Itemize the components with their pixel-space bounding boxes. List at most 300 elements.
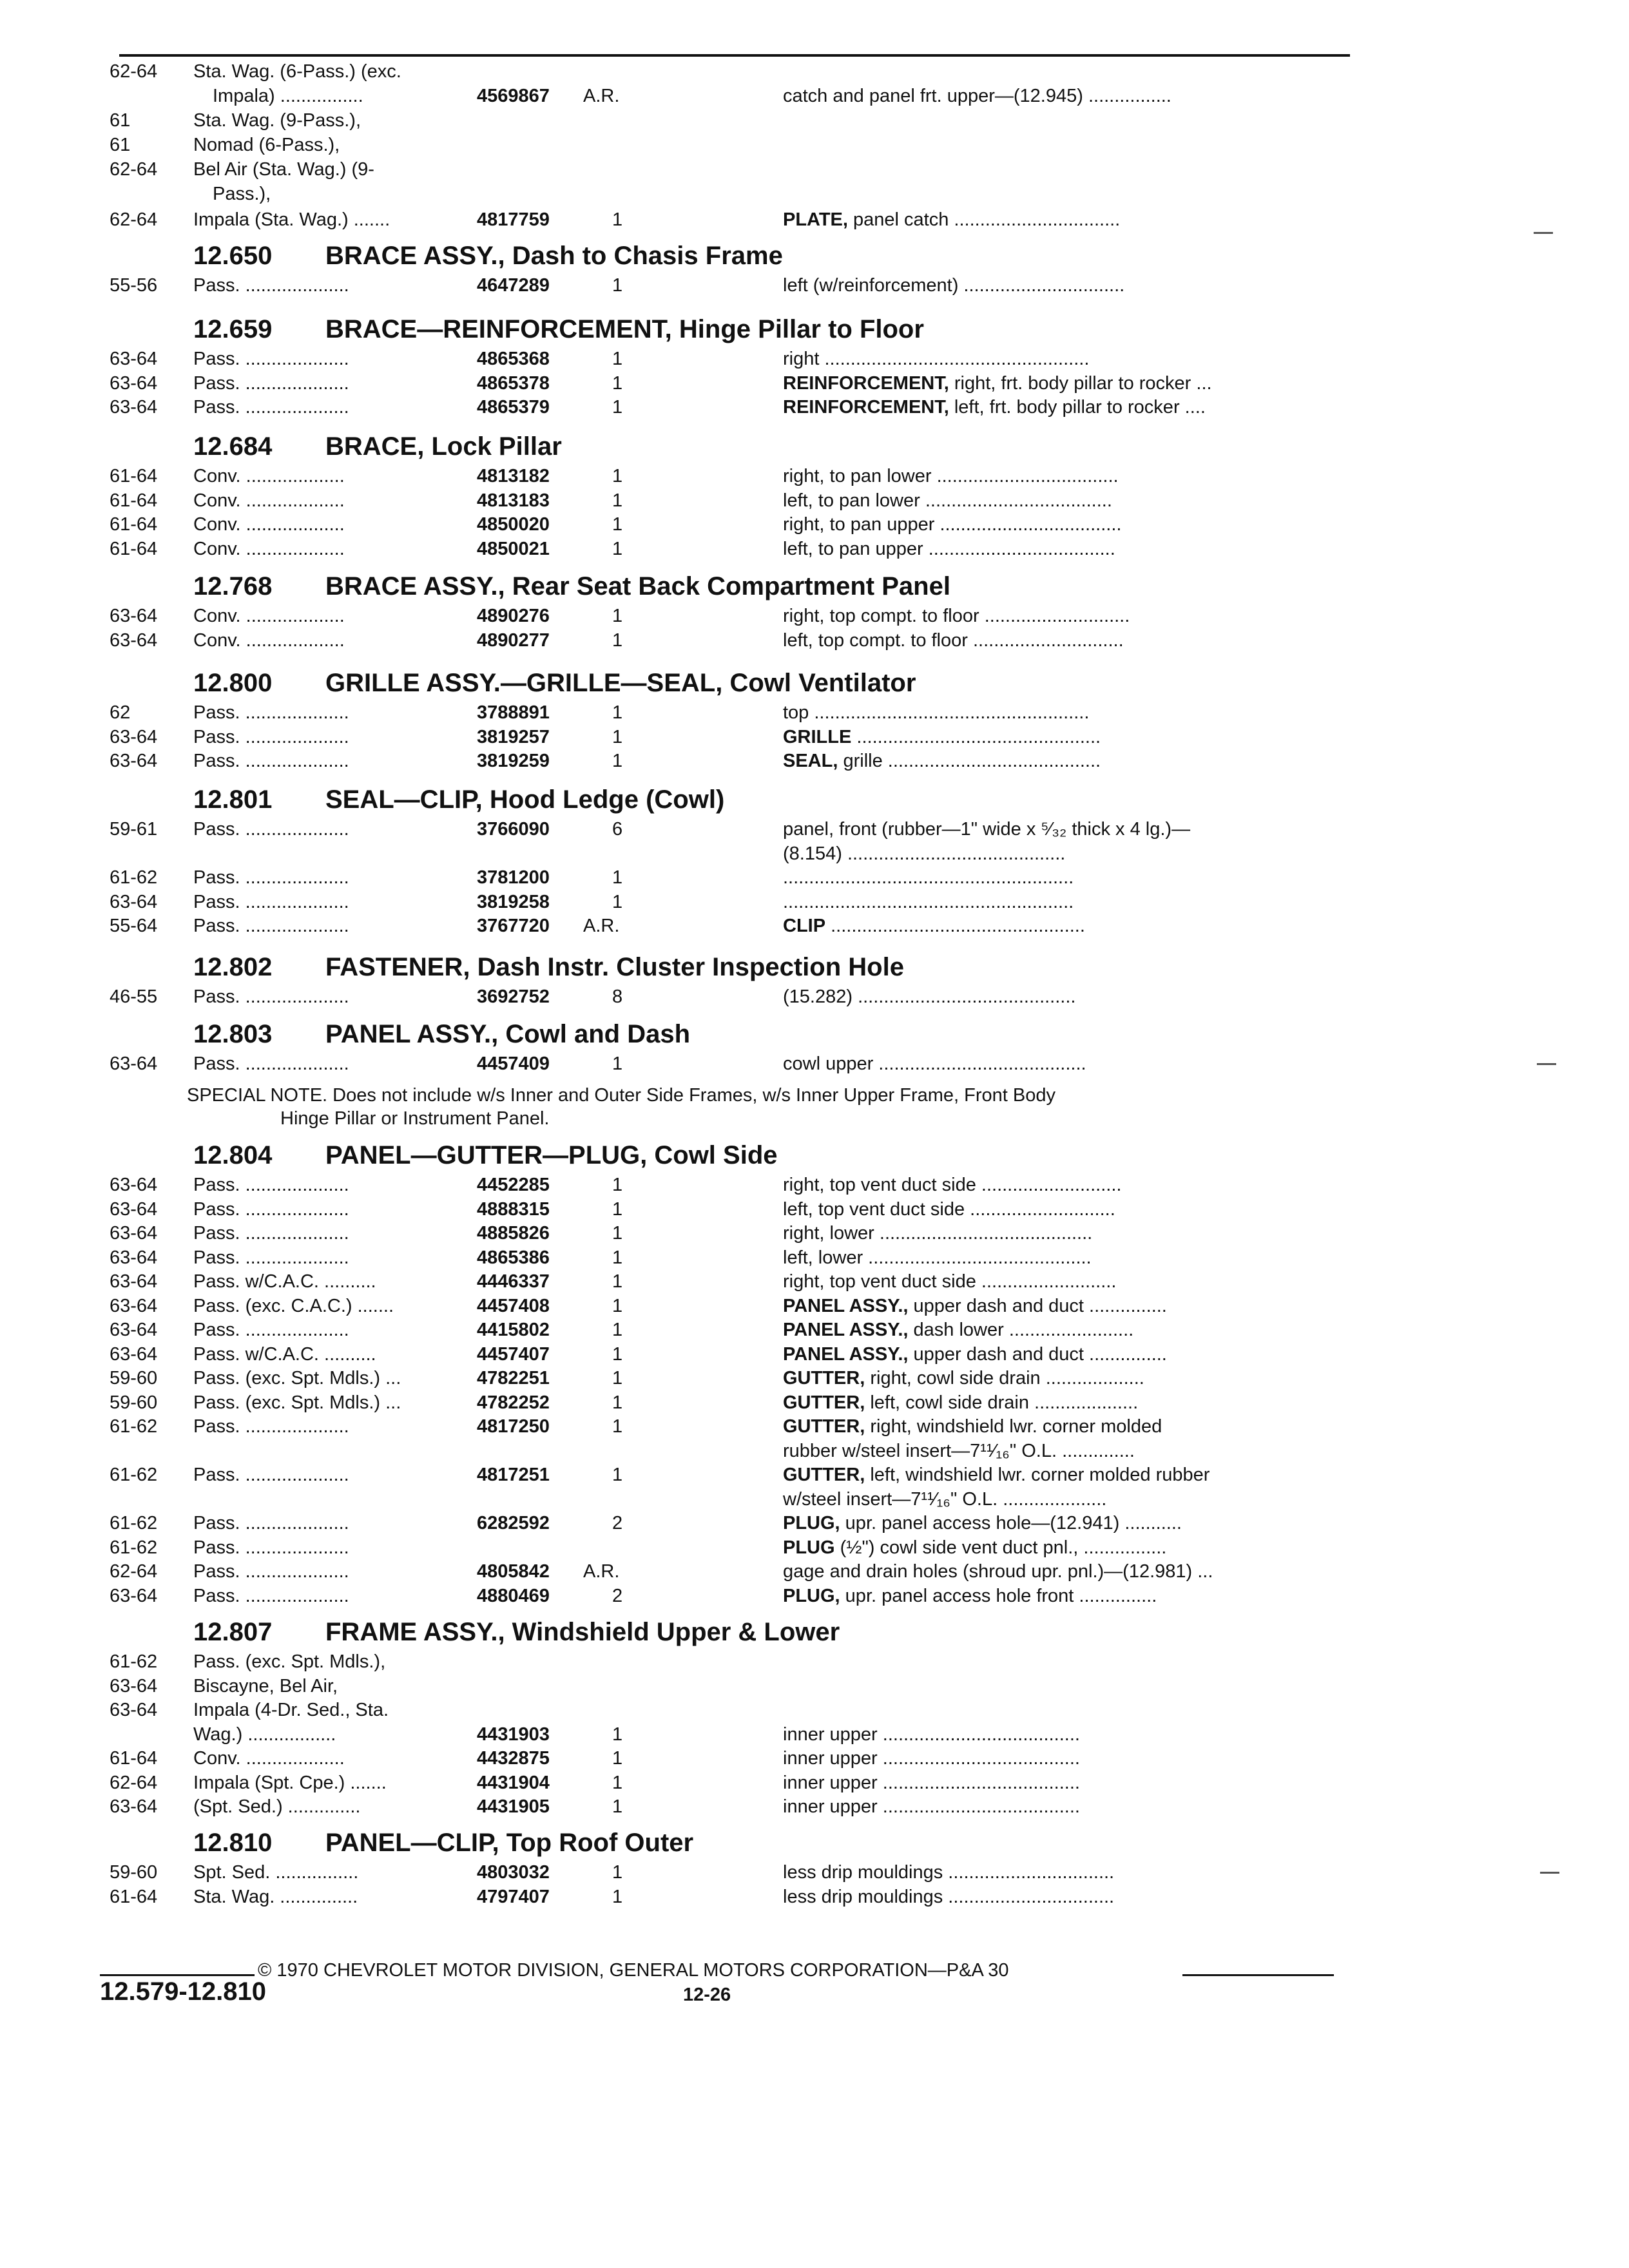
parts-row	[0, 1559, 1629, 1584]
right-desc-text: ........................................................	[783, 891, 1074, 912]
right-desc-text: (15.282) ..........................................	[783, 986, 1076, 1007]
section-header	[0, 240, 1629, 272]
parts-row	[0, 395, 1629, 419]
section-title: SEAL—CLIP, Hood Ledge (Cowl)	[325, 785, 725, 814]
parts-row	[0, 1414, 1629, 1439]
year-range: 61-62	[110, 1651, 158, 1672]
right-desc-text: right, lower .........................................	[783, 1223, 1093, 1244]
right-desc-text: inner upper ......................................	[783, 1772, 1080, 1793]
part-number: 4817250	[477, 1416, 550, 1437]
vehicle-desc: Pass. ....................	[193, 916, 349, 936]
vehicle-desc: Conv. ...................	[193, 514, 345, 535]
quantity: 1	[612, 751, 623, 771]
quantity: 1	[612, 1796, 623, 1817]
quantity: 1	[612, 1247, 623, 1268]
year-range: 59-60	[110, 1368, 158, 1389]
right-desc	[783, 1794, 1350, 1819]
parts-row	[0, 1269, 1629, 1294]
part-number: 4880469	[477, 1585, 550, 1606]
vehicle-desc: Pass. ....................	[193, 1198, 349, 1220]
right-desc-keyword: SEAL,	[783, 751, 838, 771]
right-desc-keyword: GUTTER,	[783, 1392, 865, 1413]
right-desc	[783, 725, 1350, 749]
right-desc-text: right, cowl side drain ...................	[865, 1368, 1144, 1389]
footer-copyright: © 1970 CHEVROLET MOTOR DIVISION, GENERAL MOTORS CORPORATION—P&A 30	[258, 1960, 1009, 1981]
right-desc-text: top .....................................................	[783, 702, 1090, 723]
part-number: 3788891	[477, 702, 550, 723]
vehicle-desc: Impala (Sta. Wag.) .......	[193, 209, 390, 230]
year-range: 63-64	[110, 1223, 158, 1244]
part-number: 4888315	[477, 1198, 550, 1220]
right-desc	[783, 890, 1350, 914]
parts-row	[0, 1535, 1629, 1560]
part-number: 4850021	[477, 538, 550, 559]
vehicle-desc: Sta. Wag. ...............	[193, 1886, 358, 1907]
part-number: 4431904	[477, 1772, 550, 1793]
year-range: 62-64	[110, 1561, 158, 1582]
right-desc	[783, 1722, 1350, 1747]
parts-row	[0, 1439, 1629, 1463]
vehicle-desc: Impala) ................	[213, 86, 363, 106]
right-desc-keyword: PLUG,	[783, 1585, 840, 1606]
right-desc-text: upper dash and duct ...............	[908, 1295, 1167, 1316]
special-note-line-1: SPECIAL NOTE. Does not include w/s Inner and Outer Side Frames, w/s Inner Upper Frame, Front Body	[187, 1085, 1055, 1106]
section-header	[0, 430, 1629, 463]
right-desc-text: right, to pan upper ...................................	[783, 514, 1122, 535]
quantity: 1	[612, 397, 623, 418]
part-number: 3819258	[477, 891, 550, 912]
quantity: 1	[612, 1053, 623, 1074]
vehicle-desc: Pass. ....................	[193, 986, 349, 1007]
right-desc	[783, 1052, 1350, 1076]
right-desc-text: upr. panel access hole front ...............	[840, 1585, 1157, 1606]
parts-row	[0, 1318, 1629, 1342]
parts-row	[0, 841, 1629, 866]
parts-row	[0, 1885, 1629, 1909]
quantity: 2	[612, 1513, 623, 1533]
year-range: 63-64	[110, 1175, 158, 1195]
parts-row	[0, 1463, 1629, 1487]
section-number: 12.801	[193, 785, 273, 814]
cont-row-7	[0, 207, 1629, 232]
right-desc-text: dash lower ........................	[908, 1320, 1134, 1340]
year-range: 61	[110, 135, 131, 155]
top-rule	[119, 54, 1350, 57]
part-number: 4805842	[477, 1561, 550, 1582]
year-range: 63-64	[110, 1295, 158, 1316]
quantity: 1	[612, 1392, 623, 1413]
part-number: 4865379	[477, 397, 550, 418]
part-number: 3766090	[477, 819, 550, 840]
quantity: 1	[612, 1862, 623, 1883]
part-number: 3767720	[477, 916, 550, 936]
quantity: 1	[612, 1724, 623, 1745]
year-range: 63-64	[110, 1247, 158, 1268]
year-range: 59-60	[110, 1392, 158, 1413]
year-range: 61-62	[110, 867, 158, 888]
quantity: 8	[612, 986, 623, 1007]
right-desc	[783, 1390, 1350, 1415]
year-range: 61-62	[110, 1513, 158, 1533]
right-desc	[783, 488, 1350, 513]
right-desc-text: left, top compt. to floor .............................	[783, 629, 1124, 651]
right-desc	[783, 1487, 1350, 1512]
vehicle-desc: Conv. ...................	[193, 490, 345, 511]
right-desc-text: right, to pan lower ...................................	[783, 466, 1119, 486]
right-desc-text: left, to pan lower ....................................	[783, 490, 1112, 511]
quantity: 1	[612, 1295, 623, 1316]
parts-row	[0, 1245, 1629, 1270]
right-desc-text: panel, front (rubber—1" wide x ⁵⁄₃₂ thick x 4 lg.)—	[783, 819, 1191, 840]
part-number: 4890276	[477, 606, 550, 626]
right-desc	[783, 1221, 1350, 1245]
right-desc	[783, 347, 1350, 371]
parts-row	[0, 1197, 1629, 1222]
quantity: 1	[612, 1368, 623, 1389]
parts-row	[0, 1746, 1629, 1771]
parts-row	[0, 817, 1629, 841]
vehicle-desc: Pass. ....................	[193, 867, 349, 888]
vehicle-desc: Pass. ....................	[193, 349, 349, 369]
right-desc-keyword: REINFORCEMENT,	[783, 397, 949, 418]
parts-row	[0, 1511, 1629, 1535]
year-range: 63-64	[110, 629, 158, 651]
right-desc	[783, 512, 1350, 537]
vehicle-desc: Spt. Sed. ................	[193, 1862, 359, 1883]
right-desc-text: .................................................	[825, 916, 1085, 936]
year-range: 63-64	[110, 1675, 158, 1696]
right-desc-text: right ...................................................	[783, 349, 1090, 369]
parts-row	[0, 914, 1629, 938]
vehicle-desc: Conv. ...................	[193, 629, 345, 651]
vehicle-desc: Pass. ....................	[193, 1416, 349, 1437]
section-title: GRILLE ASSY.—GRILLE—SEAL, Cowl Ventilator	[325, 669, 916, 697]
quantity: 1	[612, 1465, 623, 1485]
year-range: 61-64	[110, 1886, 158, 1907]
parts-row	[0, 890, 1629, 914]
right-desc-keyword: GUTTER,	[783, 1416, 865, 1437]
year-range: 55-64	[110, 916, 158, 936]
right-desc	[783, 700, 1350, 725]
part-number: 4457407	[477, 1343, 550, 1365]
right-desc-text: less drip mouldings ................................	[783, 1886, 1115, 1907]
year-range: 63-64	[110, 1271, 158, 1292]
margin-mark	[1540, 1872, 1559, 1874]
part-number: 4415802	[477, 1320, 550, 1340]
year-range: 63-64	[110, 397, 158, 418]
quantity: 1	[612, 209, 623, 230]
section-number: 12.810	[193, 1829, 273, 1857]
right-desc-keyword: PANEL ASSY.,	[783, 1343, 909, 1365]
quantity: 1	[612, 1320, 623, 1340]
vehicle-desc: Pass. (exc. C.A.C.) .......	[193, 1295, 394, 1316]
quantity: A.R.	[583, 916, 620, 936]
part-number: 4885826	[477, 1223, 550, 1244]
part-number: 4431903	[477, 1724, 550, 1745]
section-header	[0, 313, 1629, 345]
vehicle-desc: Pass. ....................	[193, 751, 349, 771]
right-desc-text: upper dash and duct ...............	[908, 1343, 1167, 1365]
right-desc	[783, 395, 1350, 419]
year-range: 63-64	[110, 1053, 158, 1074]
part-number: 4457409	[477, 1053, 550, 1074]
year-range: 63-64	[110, 606, 158, 626]
quantity: 2	[612, 1585, 623, 1606]
section-number: 12.650	[193, 242, 273, 270]
right-desc	[783, 1439, 1350, 1463]
part-number: 4431905	[477, 1796, 550, 1817]
quantity: 1	[612, 1772, 623, 1793]
quantity: 1	[612, 702, 623, 723]
quantity: 1	[612, 1748, 623, 1769]
part-number: 4446337	[477, 1271, 550, 1292]
right-desc	[783, 1173, 1350, 1197]
vehicle-desc: Pass. ....................	[193, 1537, 349, 1558]
section-header	[0, 667, 1629, 699]
right-desc	[783, 1559, 1350, 1584]
part-number: 4890277	[477, 629, 550, 651]
section-title: BRACE ASSY., Rear Seat Back Compartment Panel	[325, 572, 950, 601]
vehicle-desc: Pass. ....................	[193, 397, 349, 418]
parts-row	[0, 464, 1629, 488]
right-desc-text: rubber w/steel insert—7¹¹⁄₁₆" O.L. ..............	[783, 1440, 1135, 1461]
cont-row-1	[0, 59, 1629, 84]
vehicle-desc: Sta. Wag. (9-Pass.),	[193, 110, 361, 131]
section-header	[0, 570, 1629, 602]
vehicle-desc: Pass. (exc. Spt. Mdls.),	[193, 1651, 386, 1672]
year-range: 59-60	[110, 1862, 158, 1883]
section-title: PANEL—GUTTER—PLUG, Cowl Side	[325, 1141, 778, 1169]
right-desc-text: left (w/reinforcement) ...............................	[783, 275, 1125, 296]
section-header	[0, 783, 1629, 816]
section-number: 12.684	[193, 432, 273, 461]
right-desc-text: grille .........................................	[838, 751, 1101, 771]
part-number: 3781200	[477, 867, 550, 888]
right-desc-text: cowl upper ........................................	[783, 1053, 1086, 1074]
right-desc-text: inner upper ......................................	[783, 1796, 1080, 1817]
year-range: 63-64	[110, 349, 158, 369]
parts-row	[0, 604, 1629, 628]
vehicle-desc: Wag.) .................	[193, 1724, 336, 1745]
cont-row-5	[0, 157, 1629, 182]
vehicle-desc: Pass. ....................	[193, 702, 349, 723]
part-number: 3819257	[477, 726, 550, 747]
year-range: 61-64	[110, 490, 158, 511]
part-number: 4797407	[477, 1886, 550, 1907]
right-desc	[783, 914, 1350, 938]
right-desc	[783, 749, 1350, 773]
part-number: 3692752	[477, 986, 550, 1007]
footer-page-number: 12-26	[683, 1984, 731, 2005]
year-range: 63-64	[110, 1585, 158, 1606]
section-header	[0, 951, 1629, 983]
quantity: 1	[612, 1343, 623, 1365]
parts-row	[0, 347, 1629, 371]
year-range: 63-64	[110, 891, 158, 912]
vehicle-desc: Pass. ....................	[193, 1585, 349, 1606]
part-number: 4782251	[477, 1368, 550, 1389]
quantity: 1	[612, 349, 623, 369]
right-desc	[783, 537, 1350, 561]
part-number: 4782252	[477, 1392, 550, 1413]
year-range: 46-55	[110, 986, 158, 1007]
special-note-line-2: Hinge Pillar or Instrument Panel.	[280, 1108, 550, 1129]
year-range: 59-61	[110, 819, 158, 840]
vehicle-desc: Sta. Wag. (6-Pass.) (exc.	[193, 61, 401, 82]
section-number: 12.807	[193, 1618, 273, 1646]
vehicle-desc: Pass. w/C.A.C. ..........	[193, 1271, 376, 1292]
right-desc-text: upr. panel access hole—(12.941) ...........	[840, 1513, 1182, 1533]
quantity: 1	[612, 726, 623, 747]
year-range: 61	[110, 110, 131, 131]
section-number: 12.802	[193, 953, 273, 981]
part-number: 3819259	[477, 751, 550, 771]
year-range: 62-64	[110, 159, 158, 180]
year-range: 61-62	[110, 1537, 158, 1558]
footer-rule-right	[1182, 1974, 1334, 1976]
vehicle-desc: Pass. ....................	[193, 1320, 349, 1340]
section-title: PANEL—CLIP, Top Roof Outer	[325, 1829, 694, 1857]
right-desc-text: w/steel insert—7¹¹⁄₁₆" O.L. ....................	[783, 1488, 1107, 1510]
right-desc	[783, 1294, 1350, 1318]
parts-row	[0, 1173, 1629, 1197]
margin-mark	[1534, 232, 1553, 234]
section-number: 12.768	[193, 572, 273, 601]
section-header	[0, 1827, 1629, 1859]
vehicle-desc: Pass. (exc. Spt. Mdls.) ...	[193, 1392, 401, 1413]
quantity: 1	[612, 891, 623, 912]
vehicle-desc: Pass. w/C.A.C. ..........	[193, 1343, 376, 1365]
year-range: 61-64	[110, 538, 158, 559]
vehicle-desc: Pass. ....................	[193, 1465, 349, 1485]
vehicle-desc: Pass. ....................	[193, 726, 349, 747]
right-desc	[783, 1771, 1350, 1795]
year-range: 63-64	[110, 751, 158, 771]
vehicle-desc: Pass. ....................	[193, 1175, 349, 1195]
right-desc	[783, 817, 1350, 841]
right-desc-keyword: PANEL ASSY.,	[783, 1320, 909, 1340]
year-range: 61-62	[110, 1465, 158, 1485]
parts-row	[0, 512, 1629, 537]
right-desc-text: right, frt. body pillar to rocker ...	[949, 372, 1212, 394]
quantity: 1	[612, 1223, 623, 1244]
right-desc	[783, 1414, 1350, 1439]
right-desc-text: right, top vent duct side ..........................	[783, 1271, 1117, 1292]
right-desc-keyword: PLUG	[783, 1537, 835, 1558]
part-number: 4432875	[477, 1748, 550, 1769]
vehicle-desc: Pass. ....................	[193, 275, 349, 296]
year-range: 63-64	[110, 1796, 158, 1817]
vehicle-desc: Pass. ....................	[193, 372, 349, 394]
vehicle-desc: Pass.),	[213, 184, 271, 204]
parts-row	[0, 1794, 1629, 1819]
parts-row	[0, 1052, 1629, 1076]
right-desc-text: left, frt. body pillar to rocker ....	[949, 397, 1206, 418]
right-desc-text: (8.154) ..........................................	[783, 843, 1066, 864]
vehicle-desc: (Spt. Sed.) ..............	[193, 1796, 361, 1817]
right-desc: PLATE, panel catch ................................	[783, 209, 1121, 230]
right-desc	[783, 1584, 1350, 1608]
parts-row	[0, 1584, 1629, 1608]
part-number: 4457408	[477, 1295, 550, 1316]
right-desc	[783, 628, 1350, 653]
right-desc-keyword: PLUG,	[783, 1513, 840, 1533]
section-title: FRAME ASSY., Windshield Upper & Lower	[325, 1618, 840, 1646]
right-desc-text: right, windshield lwr. corner molded	[865, 1416, 1162, 1437]
right-desc	[783, 1269, 1350, 1294]
part-number: 4865386	[477, 1247, 550, 1268]
parts-row	[0, 725, 1629, 749]
year-range: 63-64	[110, 372, 158, 394]
right-desc	[783, 1197, 1350, 1222]
parts-row	[0, 1294, 1629, 1318]
quantity: 1	[612, 1886, 623, 1907]
year-range: 63-64	[110, 1700, 158, 1720]
vehicle-desc: Pass. ....................	[193, 891, 349, 912]
year-range: 62-64	[110, 1772, 158, 1793]
year-range: 62	[110, 702, 131, 723]
part-number: 4850020	[477, 514, 550, 535]
quantity: 1	[612, 1175, 623, 1195]
footer-rule-left	[100, 1974, 255, 1976]
parts-row	[0, 1487, 1629, 1512]
section-title: BRACE ASSY., Dash to Chasis Frame	[325, 242, 783, 270]
year-range: 61-64	[110, 514, 158, 535]
right-desc	[783, 1318, 1350, 1342]
section-header	[0, 1018, 1629, 1050]
section-number: 12.804	[193, 1141, 273, 1169]
year-range: 62-64	[110, 209, 158, 230]
parts-row	[0, 1342, 1629, 1367]
right-desc-text: left, to pan upper ....................................	[783, 538, 1115, 559]
parts-row	[0, 1649, 1629, 1674]
footer-range: 12.579-12.810	[100, 1977, 267, 2006]
section-title: FASTENER, Dash Instr. Cluster Inspection Hole	[325, 953, 904, 981]
quantity: 1	[612, 514, 623, 535]
parts-row	[0, 865, 1629, 890]
year-range: 61-64	[110, 466, 158, 486]
vehicle-desc: Pass. ....................	[193, 1053, 349, 1074]
section-header	[0, 1616, 1629, 1648]
quantity: 1	[612, 466, 623, 486]
vehicle-desc: Impala (Spt. Cpe.) .......	[193, 1772, 387, 1793]
right-desc-keyword: GUTTER,	[783, 1465, 865, 1485]
right-desc	[783, 1746, 1350, 1771]
quantity: 1	[612, 606, 623, 626]
year-range: 61-64	[110, 1748, 158, 1769]
right-desc-keyword: CLIP	[783, 916, 826, 936]
quantity: 1	[612, 490, 623, 511]
part-number: 4569867	[477, 86, 550, 106]
right-desc	[783, 841, 1350, 866]
margin-mark	[1537, 1063, 1556, 1065]
vehicle-desc: Bel Air (Sta. Wag.) (9-	[193, 159, 374, 180]
part-number: 4813182	[477, 466, 550, 486]
vehicle-desc: Pass. ....................	[193, 1561, 349, 1582]
cont-row-2	[0, 84, 1629, 108]
section-header	[0, 1139, 1629, 1171]
right-desc-text: less drip mouldings ................................	[783, 1862, 1115, 1883]
quantity: 1	[612, 538, 623, 559]
vehicle-desc: Pass. (exc. Spt. Mdls.) ...	[193, 1368, 401, 1389]
parts-row	[0, 985, 1629, 1009]
right-desc-text: right, top compt. to floor ............................	[783, 606, 1130, 626]
parts-row	[0, 537, 1629, 561]
vehicle-desc: Conv. ...................	[193, 538, 345, 559]
right-desc	[783, 1245, 1350, 1270]
right-desc-text: left, lower ...........................................	[783, 1247, 1092, 1268]
right-desc-keyword: GUTTER,	[783, 1368, 865, 1389]
